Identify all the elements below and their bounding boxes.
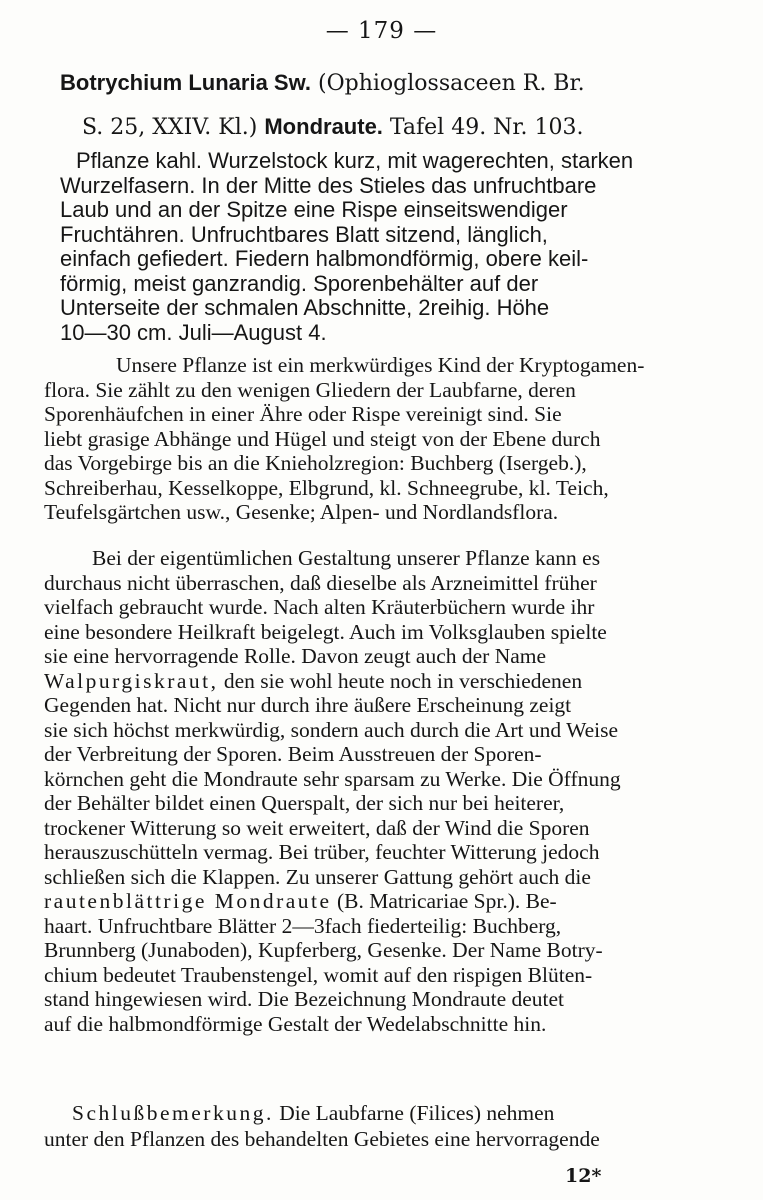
para2-line: herauszuschütteln vermag. Bei trüber, feuchter Witterung jedoch (44, 840, 600, 864)
para2-line: sie sich höchst merkwürdig, sondern auch durch die Art und Weise (44, 717, 619, 742)
para2-line (44, 668, 582, 694)
page-number: — 179 — (325, 18, 438, 44)
para2-line: durchaus nicht überraschen, daß dieselbe als Arzneimittel früher (44, 570, 597, 595)
closing-line (72, 1100, 554, 1126)
description-line: förmig, meist ganzrandig. Sporenbehälter auf der (60, 270, 539, 296)
entry-heading-line-1 (60, 70, 585, 97)
para1-line: das Vorgebirge bis an die Knieholzregion: Buchberg (Isergeb.), (44, 451, 587, 475)
description-line: Laub und an der Spitze eine Rispe einseitswendiger (60, 197, 568, 222)
description-line: Pflanze kahl. Wurzelstock kurz, mit wagerechten, starken (76, 148, 634, 173)
para2-line: Gegenden hat. Nicht nur durch ihre äußere Erscheinung zeigt (44, 693, 572, 717)
para1-line: liebt grasige Abhänge und Hügel und steigt von der Ebene durch (44, 426, 601, 451)
para2-line: Brunnberg (Junaboden), Kupferberg, Gesenke. Der Name Botry- (44, 938, 603, 962)
species-name: Botrychium Lunaria Sw. (60, 70, 312, 95)
para1-line: flora. Sie zählt zu den wenigen Gliedern der Laubfarne, deren (44, 377, 576, 402)
line-text: (B. Matricariae Spr.). Be- (331, 889, 557, 913)
para2-line: sie eine hervorragende Rolle. Davon zeugt auch der Name (44, 644, 547, 668)
para2-line: chium bedeutet Traubenstengel, womit auf den rispigen Blüten- (44, 962, 593, 987)
para2-line (44, 888, 557, 914)
entry-heading-line-2 (82, 114, 584, 141)
page-ref: S. 25, XXIV. Kl.) (82, 115, 258, 140)
spaced-term: Schlußbemerkung. (72, 1101, 274, 1125)
para2-line: auf die halbmondförmige Gestalt der Wedelabschnitte hin. (44, 1011, 547, 1036)
para2-line: der Behälter bildet einen Querspalt, der sich nur bei heiterer, (44, 791, 565, 815)
description-line: Fruchtähren. Unfruchtbares Blatt sitzend, länglich, (60, 221, 548, 247)
closing-line: unter den Pflanzen des behandelten Gebietes eine hervorragende (44, 1126, 600, 1151)
spaced-term: rautenblättrige Mondraute (44, 889, 332, 913)
description-line: einfach gefiedert. Fiedern halbmondförmig, obere keil- (60, 246, 589, 271)
para2-line: Bei der eigentümlichen Gestaltung unserer Pflanze kann es (92, 546, 601, 570)
para2-line: stand hingewiesen wird. Die Bezeichnung Mondraute deutet (44, 987, 565, 1011)
family-note: (Ophioglossaceen R. Br. (318, 71, 585, 96)
line-text: den sie wohl heute noch in verschiedenen (218, 668, 583, 693)
para2-line: der Verbreitung der Sporen. Beim Ausstreuen der Sporen- (44, 742, 542, 766)
para2-line: vielfach gebraucht wurde. Nach alten Kräuterbüchern wurde ihr (44, 595, 595, 619)
description-line: 10—30 cm. Juli—August 4. (60, 319, 327, 345)
description-line: Unterseite der schmalen Abschnitte, 2reihig. Höhe (60, 295, 550, 320)
para2-line: trockener Witterung so weit erweitert, daß der Wind die Sporen (44, 815, 590, 840)
line-text: Die Laubfarne (Filices) nehmen (273, 1101, 555, 1125)
para2-line: schließen sich die Klappen. Zu unserer Gattung gehört auch die (44, 864, 591, 889)
para2-line: eine besondere Heilkraft beigelegt. Auch im Volksglauben spielte (44, 619, 607, 644)
common-name: Mondraute. (264, 114, 383, 139)
para1-line: Teufelsgärtchen usw., Gesenke; Alpen- und Nordlandsflora. (44, 500, 559, 524)
para1-line: Unsere Pflanze ist ein merkwürdiges Kind der Kryptogamen- (116, 353, 645, 377)
spaced-term: Walpurgiskraut, (44, 668, 219, 693)
para1-line: Sporenhäufchen in einer Ähre oder Rispe vereinigt sind. Sie (44, 402, 562, 426)
plate-ref: Tafel 49. Nr. 103. (389, 115, 584, 140)
para1-line: Schreiberhau, Kesselkoppe, Elbgrund, kl. Schneegrube, kl. Teich, (44, 475, 609, 500)
para2-line: haart. Unfruchtbare Blätter 2—3fach fiederteilig: Buchberg, (44, 913, 562, 938)
sheet-signature: 12* (565, 1165, 602, 1187)
para2-line: körnchen geht die Mondraute sehr sparsam zu Werke. Die Öffnung (44, 766, 621, 791)
description-line: Wurzelfasern. In der Mitte des Stieles das unfruchtbare (60, 172, 597, 198)
